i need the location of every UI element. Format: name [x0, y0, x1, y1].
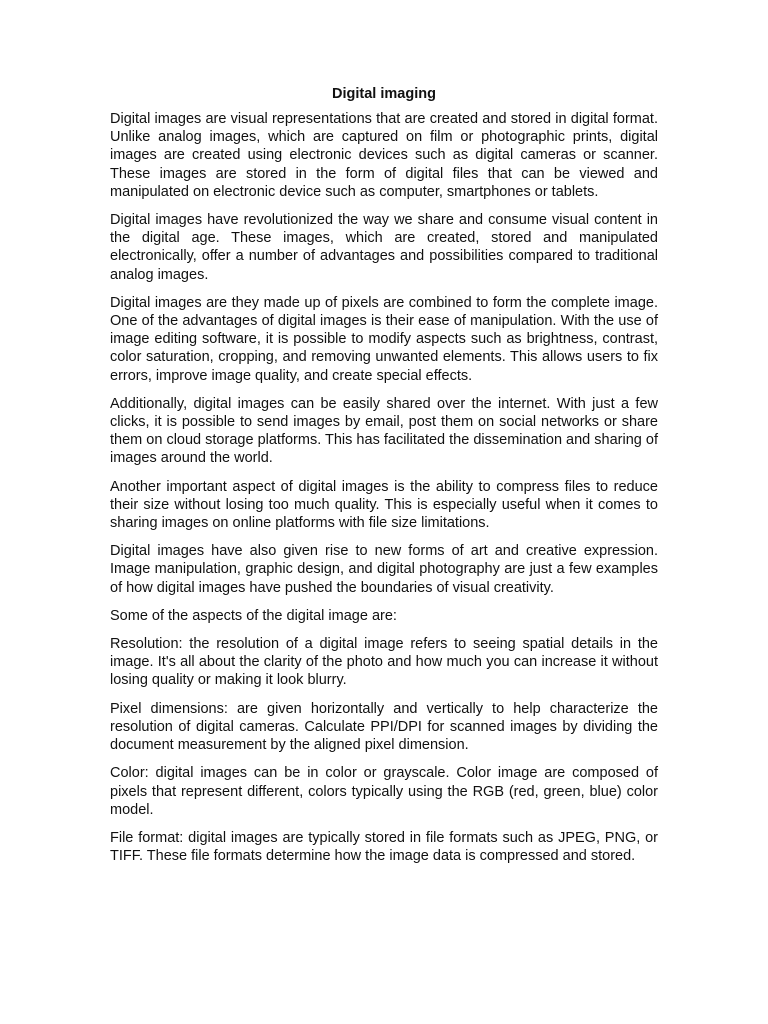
document-page — [110, 85, 658, 875]
paragraph-art: Digital images have also given rise to new forms of art and creative expression. Image manipulation, graphic design, and digital photography are just a few examples of how digital images have pushed the boundaries of visual creativity. — [110, 543, 658, 596]
paragraph-sharing: Additionally, digital images can be easily shared over the internet. With just a few clicks, it is possible to send images by email, post them on social networks or share them on cloud storage platforms. This has facilitated the dissemination and sharing of images around the world. — [110, 395, 658, 467]
paragraph-pixels-manipulation: Digital images are they made up of pixels are combined to form the complete image. One of the advantages of digital images is their ease of manipulation. With the use of image editing software, it is possible to modify aspects such as brightness, contrast, color saturation, cropping, and removing unwanted elements. This allows users to fix errors, improve image quality, and create special effects. — [110, 294, 658, 384]
paragraph-file-format: File format: digital images are typically stored in file formats such as JPEG, PNG, or TIFF. These file formats determine how the image data is compressed and stored. — [110, 829, 658, 865]
paragraph-revolution: Digital images have revolutionized the way we share and consume visual content in the digital age. These images, which are created, stored and manipulated electronically, offer a number of advantages and possibilities compared to traditional analog images. — [110, 212, 658, 283]
paragraph-resolution: Resolution: the resolution of a digital image refers to seeing spatial details in the image. It's all about the clarity of the photo and how much you can increase it without losing quality or making it look blurry. — [110, 636, 658, 689]
paragraph-color: Color: digital images can be in color or grayscale. Color image are composed of pixels that represent different, colors typically using the RGB (red, green, blue) color model. — [110, 765, 658, 818]
document-title: Digital imaging — [332, 86, 436, 102]
paragraph-compression: Another important aspect of digital images is the ability to compress files to reduce their size without losing too much quality. This is especially useful when it comes to sharing images on online platforms with file size limitations. — [110, 478, 658, 532]
paragraph-pixel-dimensions: Pixel dimensions: are given horizontally and vertically to help characterize the resolution of digital cameras. Calculate PPI/DPI for scanned images by dividing the document measurement by the aligned pixel dimension. — [110, 700, 658, 754]
paragraph-aspects-intro: Some of the aspects of the digital image are: — [110, 607, 397, 624]
paragraph-intro: Digital images are visual representations that are created and stored in digital format. Unlike analog images, which are captured on film or photographic prints, digital images are created using electronic devices such as digital cameras or scanner. These images are stored in the form of digital files that can be viewed and manipulated on electronic device such as computer, smartphones or tablets. — [110, 111, 658, 200]
